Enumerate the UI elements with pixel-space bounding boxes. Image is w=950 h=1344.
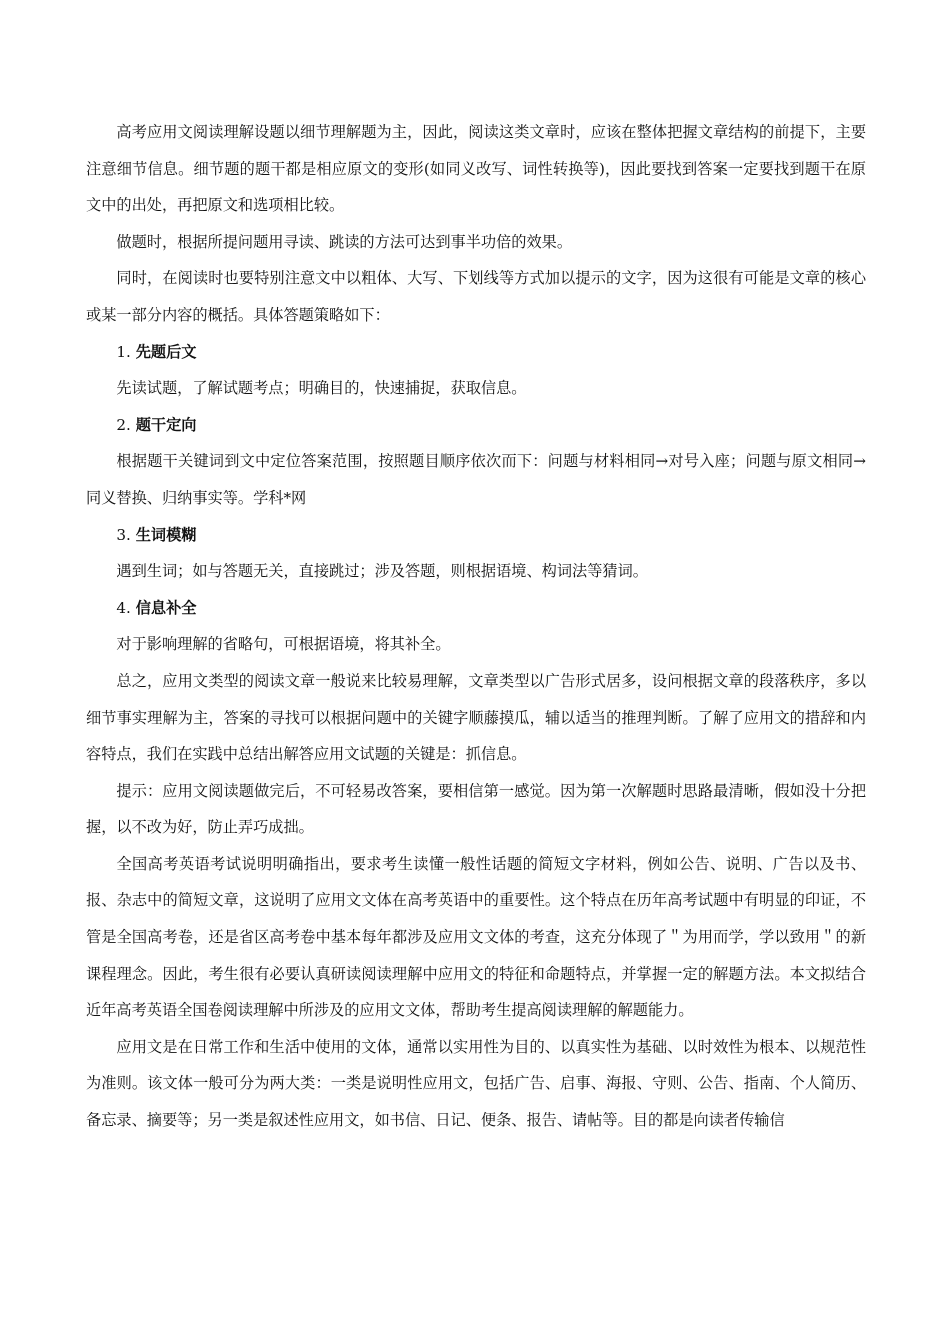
heading-title: 先题后文 (135, 342, 197, 361)
heading-strategy-2 (86, 407, 866, 444)
paragraph-practical-writing-definition: 应用文是在日常工作和生活中使用的文体，通常以实用性为目的、以真实性为基础、以时效性为根本、以规范性为准则。该文体一般可分为两大类：一类是说明性应用文，包括广告、启事、海报、守则、公告、指南、个人简历、备忘录、摘要等；另一类是叙述性应用文，如书信、日记、便条、报告、请帖等。目的都是向读者传输信 (86, 1037, 866, 1130)
paragraph-strategy-3: 遇到生词；如与答题无关，直接跳过；涉及答题，则根据语境、构词法等猜词。 (116, 562, 648, 581)
heading-number: 4. (116, 598, 136, 617)
paragraph-attention-marks: 同时，在阅读时也要特别注意文中以粗体、大写、下划线等方式加以提示的文字，因为这很有可能是文章的核心或某一部分内容的概括。具体答题策略如下： (86, 269, 866, 324)
heading-title: 信息补全 (135, 598, 197, 617)
heading-strategy-4 (86, 590, 866, 627)
heading-title: 生词模糊 (135, 525, 197, 544)
heading-number: 2. (116, 415, 136, 434)
heading-title: 题干定向 (135, 415, 197, 434)
paragraph-strategy-1: 先读试题，了解试题考点；明确目的，快速捕捉，获取信息。 (116, 379, 527, 398)
paragraph-reading-method: 做题时，根据所提问题用寻读、跳读的方法可达到事半功倍的效果。 (116, 232, 573, 251)
document-body (86, 114, 866, 1139)
heading-number: 3. (116, 525, 136, 544)
heading-number: 1. (116, 342, 136, 361)
paragraph-detail-questions: 高考应用文阅读理解设题以细节理解题为主，因此，阅读这类文章时，应该在整体把握文章结构的前提下，主要注意细节信息。细节题的题干都是相应原文的变形(如同义改写、词性转换等)，因此要找到答案一定要找到题干在原文中的出处，再把原文和选项相比较。 (86, 123, 866, 215)
paragraph-strategy-2: 根据题干关键词到文中定位答案范围，按照题目顺序依次而下：问题与材料相同→对号入座；问题与原文相同→同义替换、归纳事实等。学科*网 (86, 452, 866, 507)
heading-strategy-1 (86, 334, 866, 371)
paragraph-exam-requirements: 全国高考英语考试说明明确指出，要求考生读懂一般性话题的简短文字材料，例如公告、说明、广告以及书、报、杂志中的简短文章，这说明了应用文文体在高考英语中的重要性。这个特点在历年高考试题中有明显的印证，不管是全国高考卷，还是省区高考卷中基本每年都涉及应用文文体的考查，这充分体现了＂为用而学，学以致用＂的新课程理念。因此，考生很有必要认真研读阅读理解中应用文的特征和命题特点，并掌握一定的解题方法。本文拟结合近年高考英语全国卷阅读理解中所涉及的应用文文体，帮助考生提高阅读理解的解题能力。 (86, 854, 866, 1020)
paragraph-strategy-4: 对于影响理解的省略句，可根据语境，将其补全。 (116, 635, 451, 654)
paragraph-summary: 总之，应用文类型的阅读文章一般说来比较易理解，文章类型以广告形式居多，设问根据文章的段落秩序，多以细节事实理解为主，答案的寻找可以根据问题中的关键字顺藤摸瓜，辅以适当的推理判断。了解了应用文的措辞和内容特点，我们在实践中总结出解答应用文试题的关键是：抓信息。 (86, 671, 866, 764)
paragraph-tip: 提示：应用文阅读题做完后，不可轻易改答案，要相信第一感觉。因为第一次解题时思路最清晰，假如没十分把握，以不改为好，防止弄巧成拙。 (86, 781, 866, 837)
heading-strategy-3 (86, 517, 866, 554)
